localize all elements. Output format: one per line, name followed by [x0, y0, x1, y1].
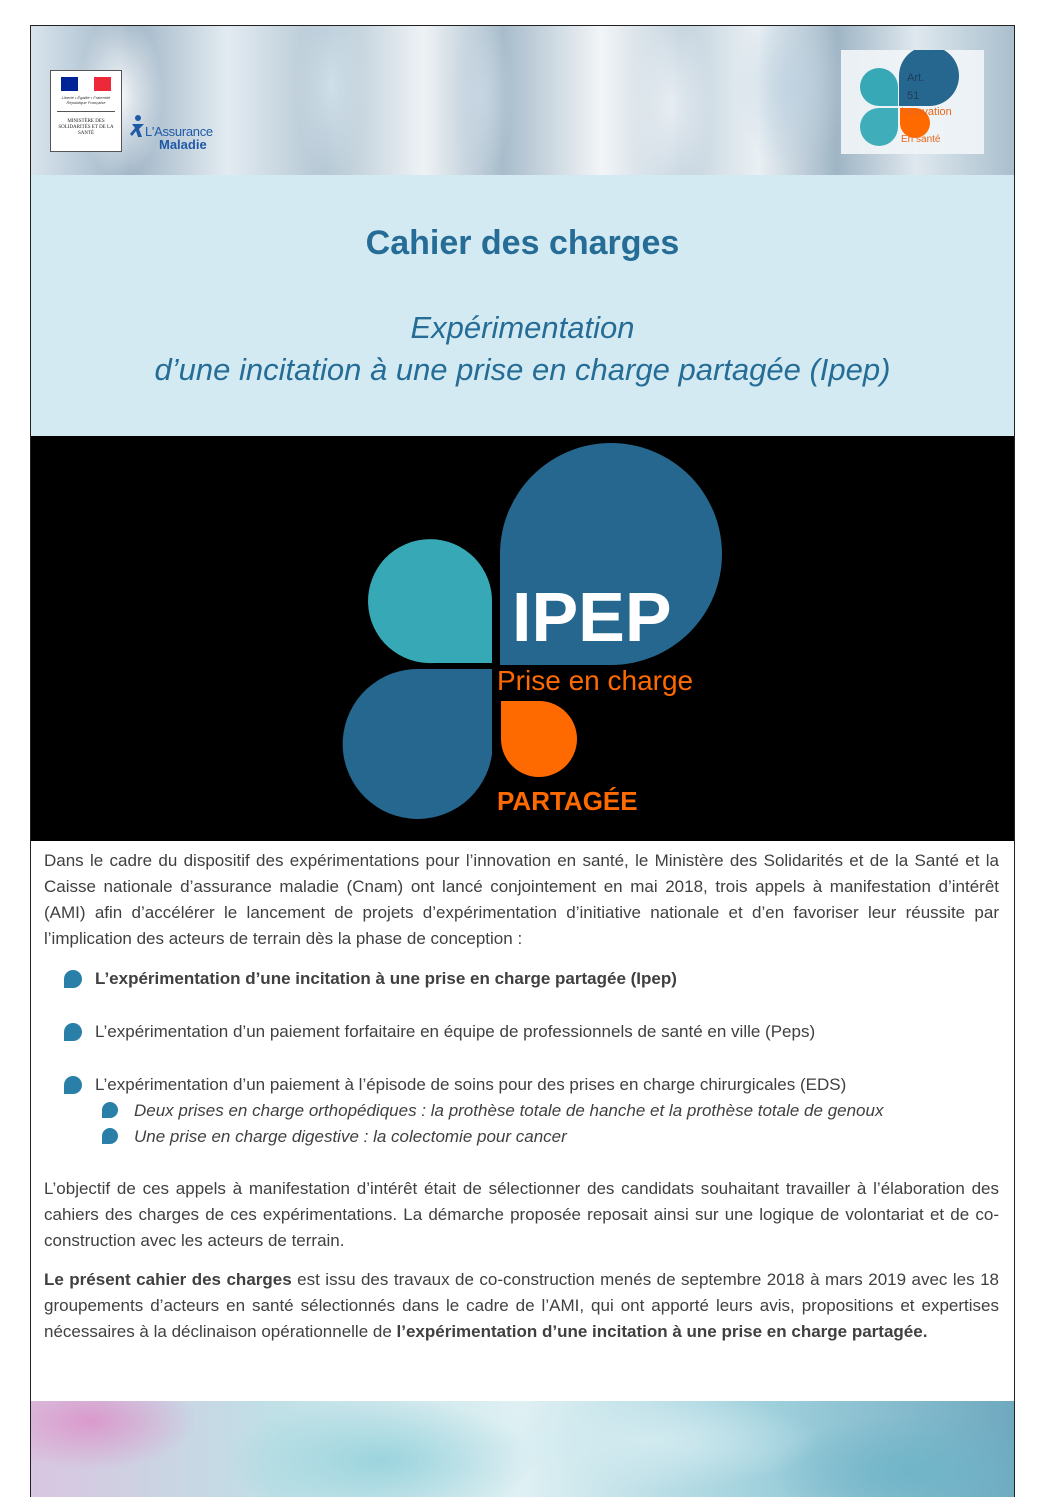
ipep-orange-petal: [501, 701, 577, 777]
present-document-bold-end: l’expérimentation d’une incitation à une prise en charge partagée.: [396, 1322, 928, 1341]
ipep-logo-tag1: Prise en charge: [497, 665, 694, 696]
art51-line2: 51: [907, 90, 920, 102]
bullet-eds-text: L’expérimentation d’un paiement à l’épisode de soins pour des prises en charge chirurgicales (EDS): [95, 1075, 847, 1094]
present-document-paragraph: [44, 1267, 999, 1345]
assurance-maladie-logo: [129, 112, 229, 152]
art51-line1: Art.: [907, 72, 925, 84]
art51-line3: Innovation: [901, 106, 952, 118]
ipep-logo-name: IPEP: [512, 578, 672, 656]
page-frame: [30, 25, 1015, 1497]
sub-bullet-petal-icon: [102, 1102, 118, 1118]
sub-bullet-orthopedic-text: Deux prises en charge orthopédiques : la prothèse totale de hanche et la prothèse totale de genoux: [134, 1101, 884, 1120]
art51-logo: [841, 50, 984, 154]
rf-divider: [57, 111, 115, 112]
bullet-ipep-text: L’expérimentation d’une incitation à une prise en charge partagée (Ipep): [95, 969, 677, 988]
footer-band: [31, 1401, 1014, 1497]
title-band: [31, 175, 1014, 436]
bullet-eds: [44, 1072, 999, 1098]
art51-line4: En santé: [901, 134, 941, 145]
rf-ministry: MINISTÈRE DES SOLIDARITÉS ET DE LA SANTÉ: [58, 119, 114, 136]
bullet-ipep: [44, 966, 999, 992]
subtitle-line1: Expérimentation: [410, 310, 635, 345]
sub-bullet-digestive: [44, 1124, 999, 1150]
document-subtitle: [31, 307, 1014, 391]
bullet-peps: [44, 1019, 999, 1045]
subtitle-line2: d’une incitation à une prise en charge partagée (Ipep): [154, 352, 891, 387]
bullet-petal-icon: [64, 1023, 82, 1041]
assurance-maladie-line1: L'Assurance: [145, 124, 213, 139]
ipep-logo-band: [31, 436, 1014, 841]
sub-bullet-petal-icon: [102, 1128, 118, 1144]
sub-bullet-orthopedic: [44, 1098, 999, 1124]
ipep-logo: [31, 436, 1015, 841]
ipep-lower-blue-petal: [343, 669, 492, 819]
ipep-logo-tag2: PARTAGÉE: [497, 786, 638, 816]
present-document-middle: est issu des travaux de co-construction menés de septembre 2018 à mars 2019 avec les 18 groupements d’acteurs en santé sélectionnés dans le cadre de l’AMI, qui ont apporté leurs avis, propositions et expertises nécessaires à la déclinaison opérationnelle de: [44, 1270, 999, 1341]
assurance-maladie-line2: Maladie: [159, 137, 207, 152]
bullet-petal-icon: [64, 1076, 82, 1094]
ipep-teal-petal: [368, 539, 492, 663]
intro-paragraph: Dans le cadre du dispositif des expérimentations pour l’innovation en santé, le Ministère des Solidarités et de la Santé et la Caisse nationale d’assurance maladie (Cnam) ont lancé conjointement en mai 2018, trois appels à manifestation d’intérêt (AMI) afin d’accélérer le lancement de projets d’expérimentation d’initiative nationale et d’en favoriser leur réussite par l’implication des acteurs de terrain dès la phase de conception :: [44, 851, 999, 948]
body-text: [44, 848, 999, 1345]
sub-bullet-digestive-text: Une prise en charge digestive : la colectomie pour cancer: [134, 1127, 567, 1146]
document-title: Cahier des charges: [365, 224, 680, 262]
bullet-peps-text: L’expérimentation d’un paiement forfaitaire en équipe de professionnels de santé en ville (Peps): [95, 1022, 816, 1041]
header-band: [31, 26, 1014, 175]
present-document-bold-start: Le présent cahier des charges: [44, 1270, 292, 1289]
republique-francaise-logo: [50, 70, 122, 152]
rf-motto: Liberté • Égalité • Fraternité République Française: [61, 95, 111, 105]
marianne-flag-icon: [61, 77, 111, 91]
bullet-petal-icon: [64, 970, 82, 988]
objective-paragraph: L’objectif de ces appels à manifestation d’intérêt était de sélectionner des candidats souhaitant travailler à l’élaboration des cahiers des charges de ces expérimentations. La démarche proposée reposait ainsi sur une logique de volontariat et de co-construction avec les acteurs de terrain.: [44, 1179, 999, 1250]
